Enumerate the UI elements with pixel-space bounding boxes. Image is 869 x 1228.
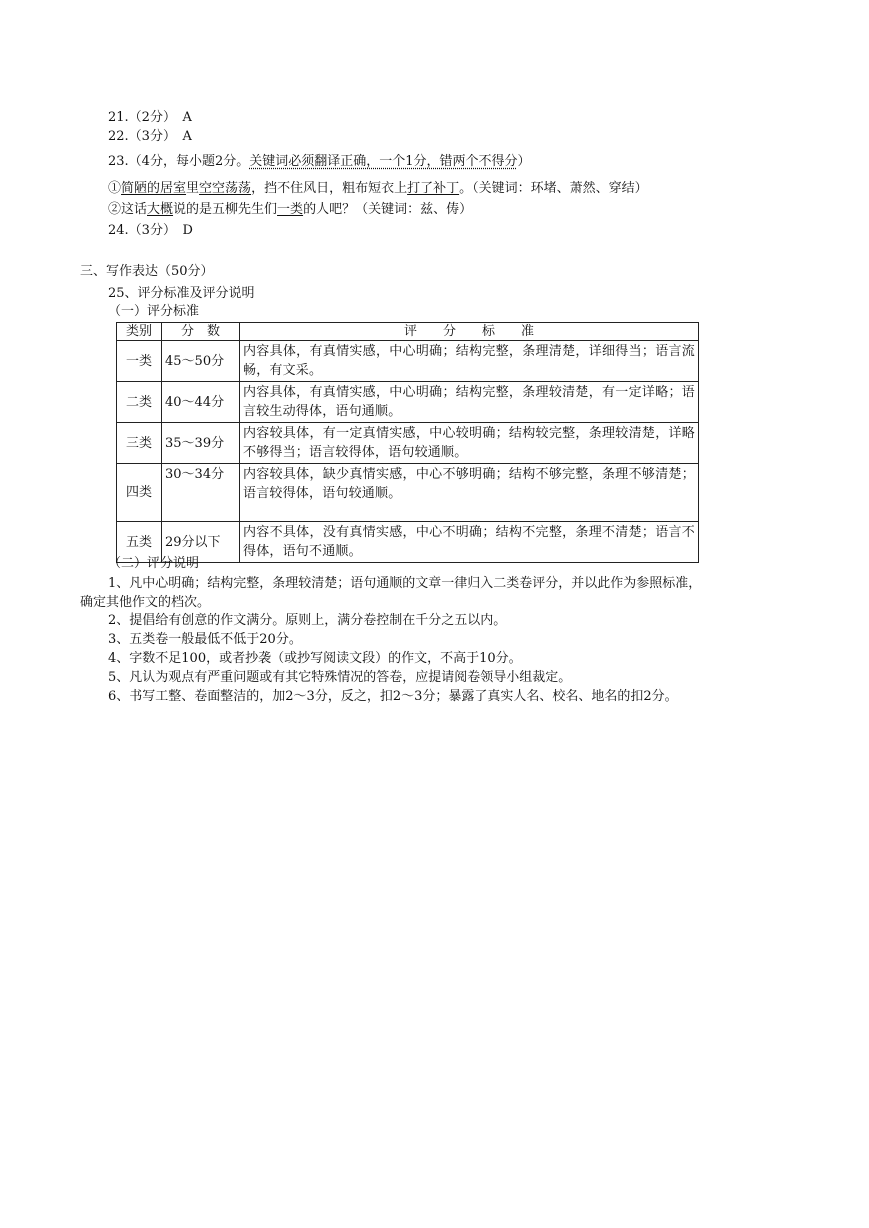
answer-23-2	[108, 202, 472, 218]
table-header-row	[117, 323, 699, 341]
text-4: 说的是五柳先生们	[173, 202, 278, 217]
row-score: 30～34分	[162, 464, 240, 522]
header-criteria: 评 分 标 准	[240, 323, 699, 341]
subsection-standards: （一）评分标准	[108, 304, 200, 319]
table-row	[117, 341, 699, 382]
subsection-notes: （二）评分说明	[108, 556, 200, 571]
table-row	[117, 522, 699, 563]
row-score: 29分以下	[162, 522, 240, 563]
row-score: 45～50分	[162, 341, 240, 382]
keyword-3: 打了补丁	[407, 181, 460, 196]
row-category: 四类	[117, 464, 162, 522]
note-1-cont: 确定其他作文的档次。	[80, 595, 211, 610]
text-1: 里	[186, 181, 200, 196]
note-4: 4、字数不足100，或者抄袭（或抄写阅读文段）的作文，不高于10分。	[108, 651, 522, 666]
circle-one: ①	[108, 181, 122, 196]
row-category: 二类	[117, 382, 162, 423]
row-score: 40～44分	[162, 382, 240, 423]
keyword-5: 一类	[277, 202, 304, 217]
question-25-title: 25、评分标准及评分说明	[108, 286, 255, 301]
note-5: 5、凡认为观点有严重问题或有其它特殊情况的答卷，应提请阅卷领导小组裁定。	[108, 670, 572, 685]
answer-23-emphasis: 关键词必须翻译正确，一个1分，错两个不得分	[249, 154, 518, 169]
header-category: 类别	[117, 323, 162, 341]
note-2: 2、提倡给有创意的作文满分。原则上，满分卷控制在千分之五以内。	[108, 613, 507, 628]
row-score: 35～39分	[162, 423, 240, 464]
note-3: 3、五类卷一般最低不低于20分。	[108, 632, 302, 647]
answer-22: 22.（3分） A	[108, 129, 192, 144]
row-category: 五类	[117, 522, 162, 563]
text-2: ，挡不住风日，粗布短衣上	[251, 181, 408, 196]
note-1: 1、凡中心明确；结构完整，条理较清楚；语句通顺的文章一律归入二类卷评分，并以此作为参照标准，	[108, 576, 702, 591]
table-row	[117, 382, 699, 423]
header-score: 分 数	[162, 323, 240, 341]
row-criteria: 内容具体，有真情实感，中心明确；结构完整，条理较清楚，有一定详略；语言较生动得体，语句通顺。	[240, 382, 699, 423]
keyword-2: 空空荡荡	[199, 181, 252, 196]
text-3: 。（关键词：环堵、萧然、穿结）	[459, 181, 648, 196]
answer-23-prefix: 23.（4分，每小题2分。	[108, 154, 250, 169]
row-criteria: 内容不具体，没有真情实感，中心不明确；结构不完整，条理不清楚；语言不得体，语句不通顺。	[240, 522, 699, 563]
answer-23-suffix: ）	[517, 154, 531, 169]
row-criteria: 内容较具体，缺少真情实感，中心不够明确；结构不够完整，条理不够清楚；语言较得体，语句较通顺。	[240, 464, 699, 522]
row-category: 一类	[117, 341, 162, 382]
answer-23-heading	[108, 154, 531, 170]
row-category: 三类	[117, 423, 162, 464]
table-row	[117, 423, 699, 464]
answer-23-1	[108, 181, 648, 197]
grading-table	[116, 322, 699, 563]
answer-24: 24.（3分） D	[108, 223, 193, 238]
note-6: 6、书写工整、卷面整洁的，加2～3分，反之，扣2～3分；暴露了真实人名、校名、地名的扣2分。	[108, 689, 678, 704]
answer-21: 21.（2分） A	[108, 110, 192, 125]
text-circle-two: ②这话	[108, 202, 148, 217]
keyword-1: 简陋的居室	[121, 181, 187, 196]
row-criteria: 内容具体，有真情实感，中心明确；结构完整，条理清楚，详细得当；语言流畅，有文采。	[240, 341, 699, 382]
table-row	[117, 464, 699, 522]
keyword-4: 大概	[147, 202, 174, 217]
row-criteria: 内容较具体，有一定真情实感，中心较明确；结构较完整，条理较清楚，详略不够得当；语言较得体，语句较通顺。	[240, 423, 699, 464]
text-5: 的人吧？（关键词：兹、俦）	[303, 202, 473, 217]
section-heading: 三、写作表达（50分）	[80, 264, 214, 279]
